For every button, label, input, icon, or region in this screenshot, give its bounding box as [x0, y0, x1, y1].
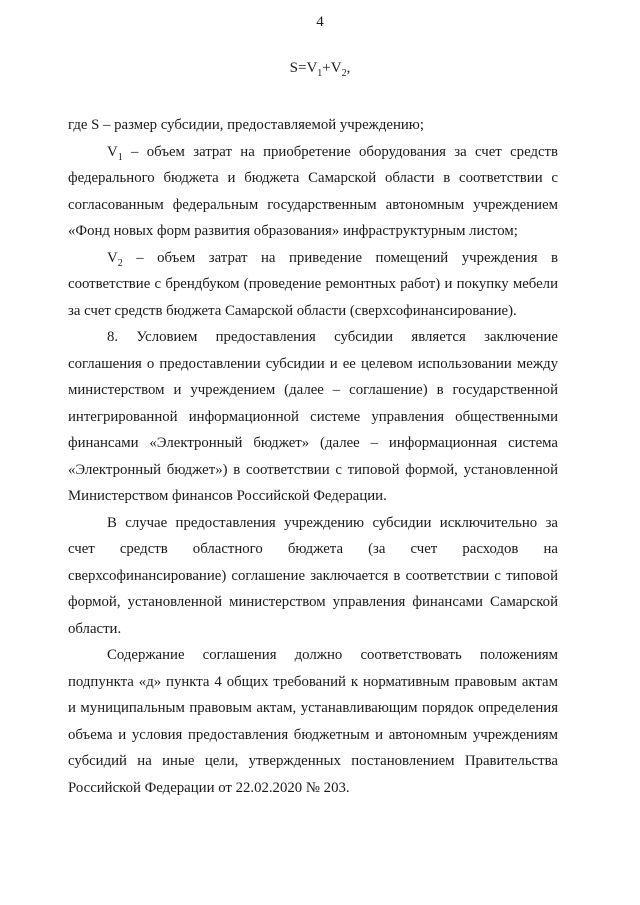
v1-variable: V [107, 143, 118, 160]
v1-definition: – объем затрат на приобретение оборудования за счет средств федерального бюджета и бюджета Самарской области в соответствии с согласованным федеральным государственным автономным учреждением «Фонд новых форм развития образования» инфраструктурным листом; [68, 143, 558, 239]
subsidy-formula [0, 60, 640, 79]
v1-subscript: 1 [117, 151, 123, 163]
formula-tail: , [346, 60, 351, 76]
formula-sub-2: 2 [341, 68, 347, 79]
formula-lhs: S=V [289, 60, 318, 76]
paragraph-v2 [68, 245, 558, 325]
document-body [68, 112, 558, 801]
formula-sub-1: 1 [317, 68, 323, 79]
v2-variable: V [107, 249, 118, 266]
paragraph-regional-case: В случае предоставления учреждению субсидии исключительно за счет средств областного бюджета (за счет расходов на сверхсофинансирование) соглашение заключается в соответствии с типовой формой, установленной министерством управления финансами Самарской области. [68, 514, 558, 637]
paragraph-v1 [68, 139, 558, 245]
paragraph-agreement-content: Содержание соглашения должно соответствовать положениям подпункта «д» пункта 4 общих требований к нормативным правовым актам и муниципальным правовым актам, устанавливающим порядок определения объема и условия предоставления бюджетным и автономным учреждениям субсидий на иные цели, утвержденных постановлением Правительства Российской Федерации от 22.02.2020 № 203. [68, 647, 558, 796]
page-number: 4 [316, 14, 324, 30]
v2-definition: – объем затрат на приведение помещений учреждения в соответствие с брендбуком (проведение ремонтных работ) и покупку мебели за счет средств бюджета Самарской области (сверхсофинансирование). [68, 249, 558, 319]
paragraph-8: 8. Условием предоставления субсидии является заключение соглашения о предоставлении субсидии и ее целевом использовании между министерством и учреждением (далее – соглашение) в государственной интегрированной информационной системе управления общественными финансами «Электронный бюджет» (далее – информационная система «Электронный бюджет») в соответствии с типовой формой, установленной Министерством финансов Российской Федерации. [68, 329, 558, 504]
paragraph-where-s: где S – размер субсидии, предоставляемой учреждению; [68, 117, 424, 133]
v2-subscript: 2 [117, 257, 123, 269]
formula-mid: +V [322, 60, 342, 76]
